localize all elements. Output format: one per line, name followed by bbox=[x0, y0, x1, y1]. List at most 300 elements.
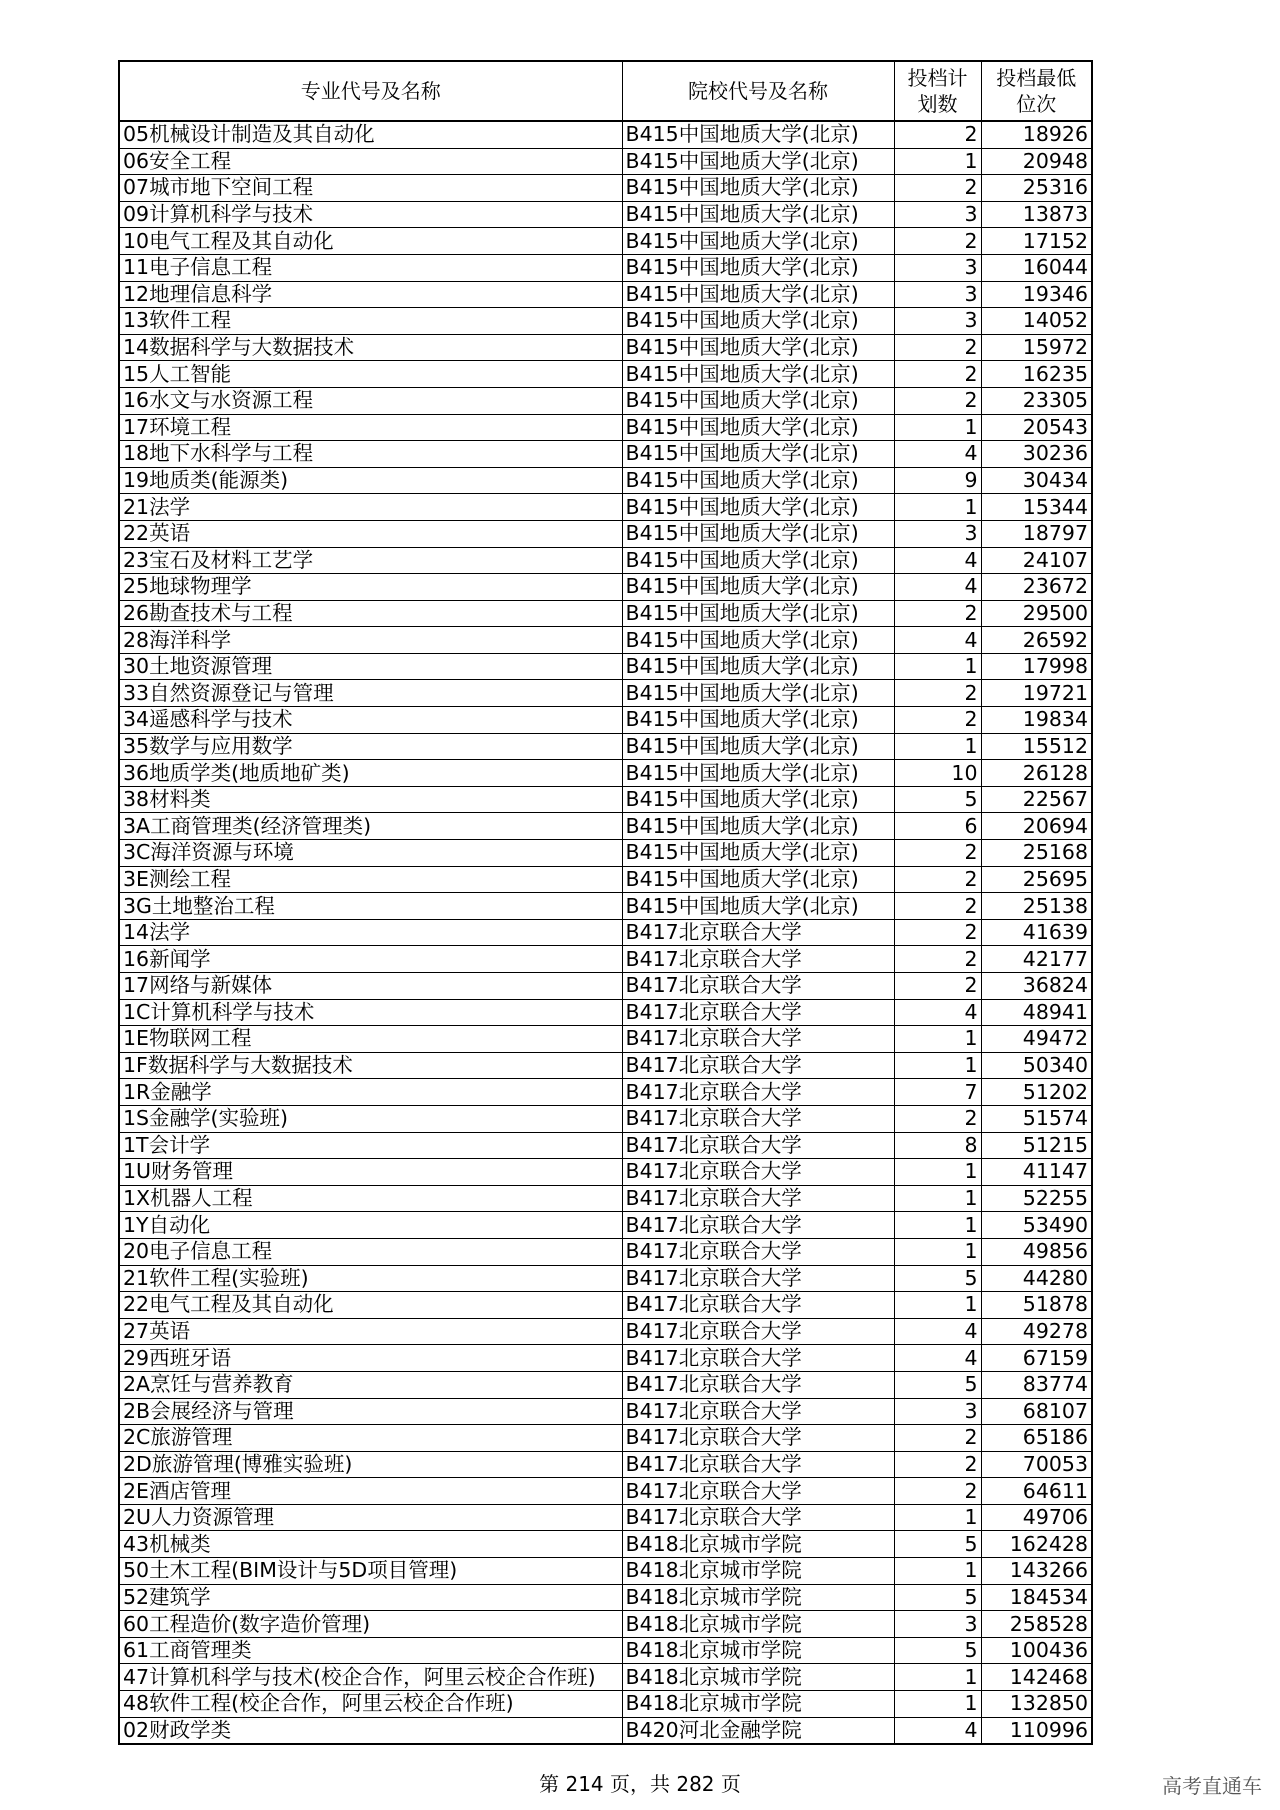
header-row bbox=[119, 61, 1092, 121]
table-row bbox=[119, 308, 1092, 335]
school-cell: B415中国地质大学(北京) bbox=[622, 254, 894, 281]
major-cell: 3E测绘工程 bbox=[119, 866, 622, 893]
rank-cell: 67159 bbox=[981, 1345, 1092, 1372]
plan-cell: 2 bbox=[894, 1478, 981, 1505]
table-row bbox=[119, 1584, 1092, 1611]
rank-cell: 70053 bbox=[981, 1451, 1092, 1478]
plan-cell: 2 bbox=[894, 387, 981, 414]
school-cell: B417北京联合大学 bbox=[622, 1079, 894, 1106]
table-row bbox=[119, 1504, 1092, 1531]
rank-cell: 41147 bbox=[981, 1159, 1092, 1186]
table-row bbox=[119, 733, 1092, 760]
school-cell: B417北京联合大学 bbox=[622, 1026, 894, 1053]
school-cell: B415中国地质大学(北京) bbox=[622, 680, 894, 707]
school-cell: B415中国地质大学(北京) bbox=[622, 760, 894, 787]
table-row bbox=[119, 228, 1092, 255]
school-cell: B415中国地质大学(北京) bbox=[622, 414, 894, 441]
rank-cell: 19346 bbox=[981, 281, 1092, 308]
rank-cell: 20694 bbox=[981, 813, 1092, 840]
table-row bbox=[119, 494, 1092, 521]
rank-cell: 49278 bbox=[981, 1318, 1092, 1345]
plan-cell: 3 bbox=[894, 201, 981, 228]
major-cell: 05机械设计制造及其自动化 bbox=[119, 121, 622, 148]
plan-cell: 2 bbox=[894, 866, 981, 893]
plan-cell: 2 bbox=[894, 600, 981, 627]
table-row bbox=[119, 893, 1092, 920]
table-row bbox=[119, 866, 1092, 893]
school-cell: B415中国地质大学(北京) bbox=[622, 201, 894, 228]
major-cell: 2A烹饪与营养教育 bbox=[119, 1371, 622, 1398]
major-cell: 22英语 bbox=[119, 520, 622, 547]
table-row bbox=[119, 1637, 1092, 1664]
school-cell: B417北京联合大学 bbox=[622, 1159, 894, 1186]
major-cell: 21法学 bbox=[119, 494, 622, 521]
page-footer: 第 214 页，共 282 页 bbox=[539, 1772, 741, 1796]
rank-cell: 184534 bbox=[981, 1584, 1092, 1611]
plan-cell: 4 bbox=[894, 441, 981, 468]
table-row bbox=[119, 387, 1092, 414]
plan-cell: 1 bbox=[894, 1052, 981, 1079]
plan-cell: 2 bbox=[894, 919, 981, 946]
table-row bbox=[119, 1052, 1092, 1079]
plan-cell: 1 bbox=[894, 1558, 981, 1585]
table-row bbox=[119, 653, 1092, 680]
rank-cell: 25316 bbox=[981, 175, 1092, 202]
rank-cell: 64611 bbox=[981, 1478, 1092, 1505]
rank-cell: 49472 bbox=[981, 1026, 1092, 1053]
school-cell: B415中国地质大学(北京) bbox=[622, 308, 894, 335]
plan-cell: 2 bbox=[894, 228, 981, 255]
major-cell: 09计算机科学与技术 bbox=[119, 201, 622, 228]
rank-cell: 83774 bbox=[981, 1371, 1092, 1398]
table-row bbox=[119, 840, 1092, 867]
rank-cell: 26592 bbox=[981, 627, 1092, 654]
table-row bbox=[119, 1026, 1092, 1053]
rank-cell: 18797 bbox=[981, 520, 1092, 547]
major-cell: 10电气工程及其自动化 bbox=[119, 228, 622, 255]
school-cell: B415中国地质大学(北京) bbox=[622, 494, 894, 521]
major-cell: 43机械类 bbox=[119, 1531, 622, 1558]
major-cell: 18地下水科学与工程 bbox=[119, 441, 622, 468]
plan-cell: 3 bbox=[894, 1398, 981, 1425]
school-cell: B415中国地质大学(北京) bbox=[622, 175, 894, 202]
school-cell: B417北京联合大学 bbox=[622, 1398, 894, 1425]
major-cell: 61工商管理类 bbox=[119, 1637, 622, 1664]
table-row bbox=[119, 201, 1092, 228]
plan-cell: 1 bbox=[894, 414, 981, 441]
rank-cell: 49856 bbox=[981, 1238, 1092, 1265]
table-row bbox=[119, 361, 1092, 388]
rank-cell: 24107 bbox=[981, 547, 1092, 574]
major-cell: 1X机器人工程 bbox=[119, 1185, 622, 1212]
table-row bbox=[119, 467, 1092, 494]
table-row bbox=[119, 334, 1092, 361]
rank-cell: 29500 bbox=[981, 600, 1092, 627]
table-row bbox=[119, 1132, 1092, 1159]
major-cell: 3A工商管理类(经济管理类) bbox=[119, 813, 622, 840]
major-cell: 2D旅游管理(博雅实验班) bbox=[119, 1451, 622, 1478]
plan-cell: 2 bbox=[894, 334, 981, 361]
table-row bbox=[119, 441, 1092, 468]
major-cell: 34遥感科学与技术 bbox=[119, 707, 622, 734]
major-cell: 1Y自动化 bbox=[119, 1212, 622, 1239]
table-row bbox=[119, 1371, 1092, 1398]
school-cell: B415中国地质大学(北京) bbox=[622, 121, 894, 148]
table-row bbox=[119, 1531, 1092, 1558]
plan-cell: 1 bbox=[894, 1026, 981, 1053]
header-rank: 投档最低 位次 bbox=[981, 61, 1092, 121]
rank-cell: 42177 bbox=[981, 946, 1092, 973]
table-row bbox=[119, 414, 1092, 441]
rank-cell: 51574 bbox=[981, 1105, 1092, 1132]
table-row bbox=[119, 1105, 1092, 1132]
plan-cell: 2 bbox=[894, 1105, 981, 1132]
header-major: 专业代号及名称 bbox=[119, 61, 622, 121]
plan-cell: 2 bbox=[894, 1451, 981, 1478]
table-row bbox=[119, 1159, 1092, 1186]
plan-cell: 4 bbox=[894, 547, 981, 574]
school-cell: B415中国地质大学(北京) bbox=[622, 574, 894, 601]
major-cell: 38材料类 bbox=[119, 786, 622, 813]
table-row bbox=[119, 919, 1092, 946]
major-cell: 23宝石及材料工艺学 bbox=[119, 547, 622, 574]
rank-cell: 50340 bbox=[981, 1052, 1092, 1079]
table-row bbox=[119, 1611, 1092, 1638]
rank-cell: 23672 bbox=[981, 574, 1092, 601]
plan-cell: 1 bbox=[894, 1664, 981, 1691]
school-cell: B417北京联合大学 bbox=[622, 1292, 894, 1319]
major-cell: 35数学与应用数学 bbox=[119, 733, 622, 760]
plan-cell: 1 bbox=[894, 494, 981, 521]
school-cell: B415中国地质大学(北京) bbox=[622, 893, 894, 920]
rank-cell: 48941 bbox=[981, 999, 1092, 1026]
table-row bbox=[119, 1691, 1092, 1718]
plan-cell: 10 bbox=[894, 760, 981, 787]
school-cell: B418北京城市学院 bbox=[622, 1584, 894, 1611]
school-cell: B417北京联合大学 bbox=[622, 1345, 894, 1372]
plan-cell: 5 bbox=[894, 1584, 981, 1611]
school-cell: B418北京城市学院 bbox=[622, 1611, 894, 1638]
plan-cell: 5 bbox=[894, 1531, 981, 1558]
school-cell: B415中国地质大学(北京) bbox=[622, 653, 894, 680]
school-cell: B418北京城市学院 bbox=[622, 1531, 894, 1558]
table-row bbox=[119, 148, 1092, 175]
plan-cell: 4 bbox=[894, 574, 981, 601]
plan-cell: 3 bbox=[894, 281, 981, 308]
rank-cell: 51878 bbox=[981, 1292, 1092, 1319]
school-cell: B417北京联合大学 bbox=[622, 1212, 894, 1239]
rank-cell: 17152 bbox=[981, 228, 1092, 255]
rank-cell: 15512 bbox=[981, 733, 1092, 760]
school-cell: B417北京联合大学 bbox=[622, 1105, 894, 1132]
school-cell: B417北京联合大学 bbox=[622, 1052, 894, 1079]
plan-cell: 4 bbox=[894, 627, 981, 654]
plan-cell: 2 bbox=[894, 175, 981, 202]
major-cell: 1F数据科学与大数据技术 bbox=[119, 1052, 622, 1079]
header-school: 院校代号及名称 bbox=[622, 61, 894, 121]
rank-cell: 18926 bbox=[981, 121, 1092, 148]
major-cell: 29西班牙语 bbox=[119, 1345, 622, 1372]
rank-cell: 68107 bbox=[981, 1398, 1092, 1425]
school-cell: B418北京城市学院 bbox=[622, 1637, 894, 1664]
major-cell: 07城市地下空间工程 bbox=[119, 175, 622, 202]
table-row bbox=[119, 121, 1092, 148]
school-cell: B415中国地质大学(北京) bbox=[622, 786, 894, 813]
plan-cell: 2 bbox=[894, 840, 981, 867]
table-row bbox=[119, 1398, 1092, 1425]
rank-cell: 19834 bbox=[981, 707, 1092, 734]
major-cell: 30土地资源管理 bbox=[119, 653, 622, 680]
plan-cell: 1 bbox=[894, 653, 981, 680]
rank-cell: 20948 bbox=[981, 148, 1092, 175]
school-cell: B417北京联合大学 bbox=[622, 1371, 894, 1398]
table-row bbox=[119, 1664, 1092, 1691]
rank-cell: 100436 bbox=[981, 1637, 1092, 1664]
school-cell: B417北京联合大学 bbox=[622, 1265, 894, 1292]
school-cell: B417北京联合大学 bbox=[622, 946, 894, 973]
major-cell: 52建筑学 bbox=[119, 1584, 622, 1611]
major-cell: 3C海洋资源与环境 bbox=[119, 840, 622, 867]
school-cell: B415中国地质大学(北京) bbox=[622, 441, 894, 468]
major-cell: 3G土地整治工程 bbox=[119, 893, 622, 920]
rank-cell: 110996 bbox=[981, 1717, 1092, 1744]
major-cell: 1U财务管理 bbox=[119, 1159, 622, 1186]
major-cell: 02财政学类 bbox=[119, 1717, 622, 1744]
plan-cell: 5 bbox=[894, 786, 981, 813]
rank-cell: 16235 bbox=[981, 361, 1092, 388]
major-cell: 13软件工程 bbox=[119, 308, 622, 335]
plan-cell: 1 bbox=[894, 1238, 981, 1265]
major-cell: 1C计算机科学与技术 bbox=[119, 999, 622, 1026]
school-cell: B415中国地质大学(北京) bbox=[622, 547, 894, 574]
plan-cell: 4 bbox=[894, 999, 981, 1026]
table-row bbox=[119, 1318, 1092, 1345]
major-cell: 2E酒店管理 bbox=[119, 1478, 622, 1505]
major-cell: 2U人力资源管理 bbox=[119, 1504, 622, 1531]
table-row bbox=[119, 1292, 1092, 1319]
school-cell: B415中国地质大学(北京) bbox=[622, 361, 894, 388]
rank-cell: 258528 bbox=[981, 1611, 1092, 1638]
table-row bbox=[119, 1558, 1092, 1585]
table-row bbox=[119, 254, 1092, 281]
plan-cell: 2 bbox=[894, 361, 981, 388]
table-row bbox=[119, 707, 1092, 734]
rank-cell: 14052 bbox=[981, 308, 1092, 335]
table-row bbox=[119, 813, 1092, 840]
rank-cell: 65186 bbox=[981, 1425, 1092, 1452]
school-cell: B417北京联合大学 bbox=[622, 919, 894, 946]
major-cell: 36地质学类(地质地矿类) bbox=[119, 760, 622, 787]
rank-cell: 22567 bbox=[981, 786, 1092, 813]
major-cell: 15人工智能 bbox=[119, 361, 622, 388]
major-cell: 2B会展经济与管理 bbox=[119, 1398, 622, 1425]
rank-cell: 16044 bbox=[981, 254, 1092, 281]
school-cell: B418北京城市学院 bbox=[622, 1664, 894, 1691]
rank-cell: 15344 bbox=[981, 494, 1092, 521]
school-cell: B417北京联合大学 bbox=[622, 1504, 894, 1531]
major-cell: 2C旅游管理 bbox=[119, 1425, 622, 1452]
plan-cell: 5 bbox=[894, 1371, 981, 1398]
table-row bbox=[119, 627, 1092, 654]
plan-cell: 2 bbox=[894, 121, 981, 148]
admission-table bbox=[118, 60, 1093, 1745]
major-cell: 20电子信息工程 bbox=[119, 1238, 622, 1265]
plan-cell: 1 bbox=[894, 1159, 981, 1186]
school-cell: B415中国地质大学(北京) bbox=[622, 866, 894, 893]
table-row bbox=[119, 547, 1092, 574]
plan-cell: 3 bbox=[894, 254, 981, 281]
plan-cell: 1 bbox=[894, 1212, 981, 1239]
plan-cell: 3 bbox=[894, 1611, 981, 1638]
rank-cell: 143266 bbox=[981, 1558, 1092, 1585]
rank-cell: 15972 bbox=[981, 334, 1092, 361]
table-row bbox=[119, 1212, 1092, 1239]
school-cell: B415中国地质大学(北京) bbox=[622, 813, 894, 840]
major-cell: 27英语 bbox=[119, 1318, 622, 1345]
plan-cell: 2 bbox=[894, 680, 981, 707]
rank-cell: 51215 bbox=[981, 1132, 1092, 1159]
major-cell: 25地球物理学 bbox=[119, 574, 622, 601]
major-cell: 14数据科学与大数据技术 bbox=[119, 334, 622, 361]
plan-cell: 1 bbox=[894, 1292, 981, 1319]
rank-cell: 20543 bbox=[981, 414, 1092, 441]
major-cell: 06安全工程 bbox=[119, 148, 622, 175]
major-cell: 48软件工程(校企合作，阿里云校企合作班) bbox=[119, 1691, 622, 1718]
rank-cell: 52255 bbox=[981, 1185, 1092, 1212]
plan-cell: 1 bbox=[894, 148, 981, 175]
plan-cell: 7 bbox=[894, 1079, 981, 1106]
school-cell: B417北京联合大学 bbox=[622, 1451, 894, 1478]
school-cell: B415中国地质大学(北京) bbox=[622, 707, 894, 734]
plan-cell: 4 bbox=[894, 1717, 981, 1744]
rank-cell: 25138 bbox=[981, 893, 1092, 920]
school-cell: B415中国地质大学(北京) bbox=[622, 148, 894, 175]
rank-cell: 25695 bbox=[981, 866, 1092, 893]
major-cell: 1T会计学 bbox=[119, 1132, 622, 1159]
rank-cell: 36824 bbox=[981, 973, 1092, 1000]
rank-cell: 17998 bbox=[981, 653, 1092, 680]
major-cell: 50土木工程(BIM设计与5D项目管理) bbox=[119, 1558, 622, 1585]
table-row bbox=[119, 1345, 1092, 1372]
school-cell: B417北京联合大学 bbox=[622, 1478, 894, 1505]
table-row bbox=[119, 600, 1092, 627]
rank-cell: 25168 bbox=[981, 840, 1092, 867]
school-cell: B418北京城市学院 bbox=[622, 1558, 894, 1585]
plan-cell: 2 bbox=[894, 946, 981, 973]
major-cell: 11电子信息工程 bbox=[119, 254, 622, 281]
plan-cell: 1 bbox=[894, 733, 981, 760]
table-row bbox=[119, 1238, 1092, 1265]
table-row bbox=[119, 520, 1092, 547]
table-row bbox=[119, 175, 1092, 202]
major-cell: 21软件工程(实验班) bbox=[119, 1265, 622, 1292]
major-cell: 22电气工程及其自动化 bbox=[119, 1292, 622, 1319]
school-cell: B415中国地质大学(北京) bbox=[622, 733, 894, 760]
rank-cell: 132850 bbox=[981, 1691, 1092, 1718]
plan-cell: 2 bbox=[894, 893, 981, 920]
major-cell: 47计算机科学与技术(校企合作，阿里云校企合作班) bbox=[119, 1664, 622, 1691]
rank-cell: 44280 bbox=[981, 1265, 1092, 1292]
rank-cell: 30434 bbox=[981, 467, 1092, 494]
major-cell: 14法学 bbox=[119, 919, 622, 946]
table-row bbox=[119, 574, 1092, 601]
school-cell: B415中国地质大学(北京) bbox=[622, 334, 894, 361]
major-cell: 19地质类(能源类) bbox=[119, 467, 622, 494]
plan-cell: 2 bbox=[894, 1425, 981, 1452]
rank-cell: 51202 bbox=[981, 1079, 1092, 1106]
school-cell: B417北京联合大学 bbox=[622, 1425, 894, 1452]
plan-cell: 1 bbox=[894, 1691, 981, 1718]
school-cell: B415中国地质大学(北京) bbox=[622, 627, 894, 654]
table-row bbox=[119, 1185, 1092, 1212]
major-cell: 17网络与新媒体 bbox=[119, 973, 622, 1000]
plan-cell: 5 bbox=[894, 1637, 981, 1664]
plan-cell: 1 bbox=[894, 1185, 981, 1212]
plan-cell: 2 bbox=[894, 973, 981, 1000]
table-row bbox=[119, 946, 1092, 973]
school-cell: B415中国地质大学(北京) bbox=[622, 281, 894, 308]
table-row bbox=[119, 1079, 1092, 1106]
plan-cell: 3 bbox=[894, 520, 981, 547]
plan-cell: 3 bbox=[894, 308, 981, 335]
table-row bbox=[119, 680, 1092, 707]
school-cell: B417北京联合大学 bbox=[622, 973, 894, 1000]
plan-cell: 5 bbox=[894, 1265, 981, 1292]
major-cell: 16水文与水资源工程 bbox=[119, 387, 622, 414]
rank-cell: 53490 bbox=[981, 1212, 1092, 1239]
school-cell: B417北京联合大学 bbox=[622, 1238, 894, 1265]
table-row bbox=[119, 1265, 1092, 1292]
table-row bbox=[119, 786, 1092, 813]
major-cell: 1E物联网工程 bbox=[119, 1026, 622, 1053]
header-plan: 投档计 划数 bbox=[894, 61, 981, 121]
major-cell: 16新闻学 bbox=[119, 946, 622, 973]
plan-cell: 6 bbox=[894, 813, 981, 840]
rank-cell: 142468 bbox=[981, 1664, 1092, 1691]
school-cell: B415中国地质大学(北京) bbox=[622, 387, 894, 414]
table-row bbox=[119, 973, 1092, 1000]
major-cell: 17环境工程 bbox=[119, 414, 622, 441]
major-cell: 1S金融学(实验班) bbox=[119, 1105, 622, 1132]
school-cell: B418北京城市学院 bbox=[622, 1691, 894, 1718]
school-cell: B417北京联合大学 bbox=[622, 999, 894, 1026]
major-cell: 60工程造价(数字造价管理) bbox=[119, 1611, 622, 1638]
rank-cell: 23305 bbox=[981, 387, 1092, 414]
table-row bbox=[119, 1451, 1092, 1478]
plan-cell: 1 bbox=[894, 1504, 981, 1531]
school-cell: B415中国地质大学(北京) bbox=[622, 228, 894, 255]
rank-cell: 19721 bbox=[981, 680, 1092, 707]
major-cell: 12地理信息科学 bbox=[119, 281, 622, 308]
rank-cell: 41639 bbox=[981, 919, 1092, 946]
watermark: 高考直通车 bbox=[1162, 1774, 1262, 1798]
major-cell: 1R金融学 bbox=[119, 1079, 622, 1106]
school-cell: B420河北金融学院 bbox=[622, 1717, 894, 1744]
major-cell: 26勘查技术与工程 bbox=[119, 600, 622, 627]
school-cell: B417北京联合大学 bbox=[622, 1185, 894, 1212]
plan-cell: 9 bbox=[894, 467, 981, 494]
plan-cell: 4 bbox=[894, 1318, 981, 1345]
plan-cell: 8 bbox=[894, 1132, 981, 1159]
rank-cell: 30236 bbox=[981, 441, 1092, 468]
plan-cell: 4 bbox=[894, 1345, 981, 1372]
school-cell: B415中国地质大学(北京) bbox=[622, 467, 894, 494]
school-cell: B415中国地质大学(北京) bbox=[622, 600, 894, 627]
rank-cell: 162428 bbox=[981, 1531, 1092, 1558]
table-row bbox=[119, 1478, 1092, 1505]
school-cell: B417北京联合大学 bbox=[622, 1132, 894, 1159]
table-row bbox=[119, 281, 1092, 308]
